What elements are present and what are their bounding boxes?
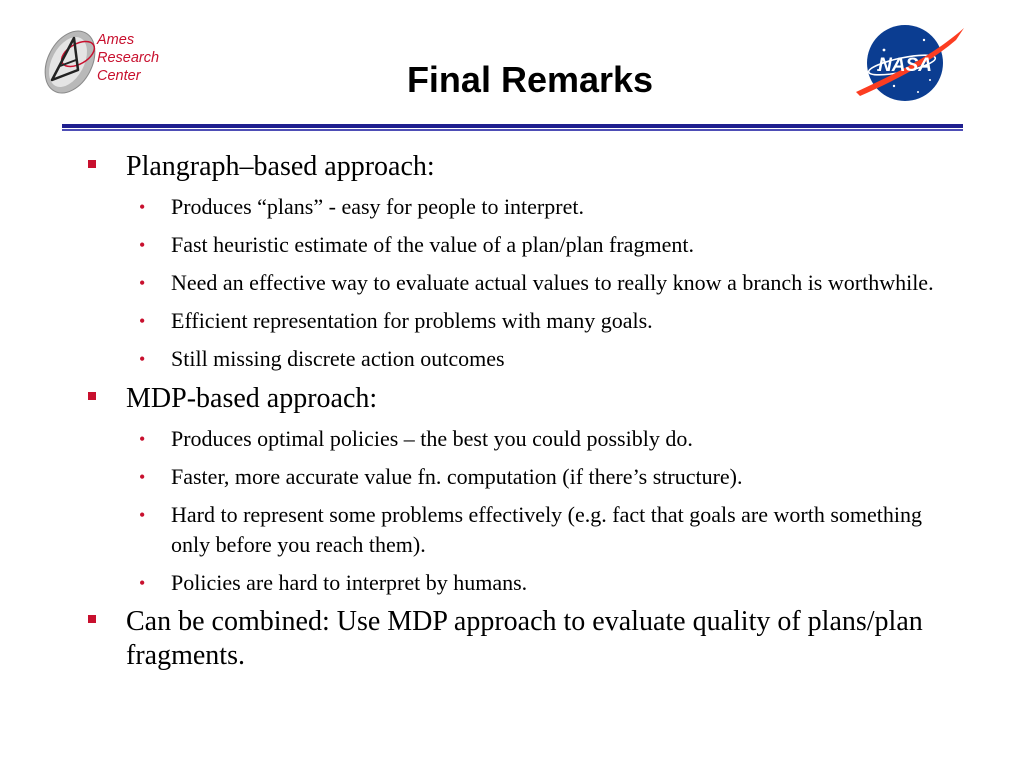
bullet-item <box>88 605 948 673</box>
header-divider <box>62 124 963 128</box>
sub-bullet-item <box>88 192 948 222</box>
sub-bullet-text: Produces optimal policies – the best you could possibly do. <box>171 426 693 451</box>
sub-bullet-item <box>88 462 948 492</box>
bullet-text: Plangraph–based approach: <box>126 151 435 182</box>
header-divider-thin <box>62 129 963 131</box>
sub-bullet-item <box>88 500 948 560</box>
slide-body <box>88 150 948 673</box>
dot-bullet-icon: • <box>139 467 146 487</box>
sub-bullet-text: Produces “plans” - easy for people to interpret. <box>171 194 584 219</box>
sub-bullet-item <box>88 268 948 298</box>
dot-bullet-icon: • <box>139 311 146 331</box>
sub-bullet-text: Hard to represent some problems effectively (e.g. fact that goals are worth something only before you reach them). <box>171 502 923 557</box>
sub-bullet-text: Faster, more accurate value fn. computation (if there’s structure). <box>171 464 743 489</box>
square-bullet-icon <box>88 615 96 623</box>
sub-bullet-text: Policies are hard to interpret by humans. <box>171 570 528 595</box>
dot-bullet-icon: • <box>139 235 146 255</box>
nasa-logo-text: NASA <box>878 55 932 76</box>
sub-bullet-text: Still missing discrete action outcomes <box>171 346 505 371</box>
sub-bullet-item <box>88 424 948 454</box>
dot-bullet-icon: • <box>139 505 146 525</box>
sub-bullet-text: Need an effective way to evaluate actual values to really know a branch is worthwhile. <box>171 270 934 295</box>
sub-bullet-text: Efficient representation for problems with many goals. <box>171 308 653 333</box>
sub-bullet-item <box>88 568 948 598</box>
ames-logo-text <box>97 31 159 85</box>
ames-logo-line: Center <box>97 68 141 84</box>
bullet-text: MDP-based approach: <box>126 383 378 414</box>
ames-logo-line: Research <box>97 50 160 66</box>
dot-bullet-icon: • <box>139 573 146 593</box>
dot-bullet-icon: • <box>139 429 146 449</box>
square-bullet-icon <box>88 392 96 400</box>
sub-bullet-item <box>88 306 948 336</box>
sub-bullet-text: Fast heuristic estimate of the value of a plan/plan fragment. <box>171 232 694 257</box>
bullet-text: Can be combined: Use MDP approach to evaluate quality of plans/plan fragments. <box>126 606 923 671</box>
square-bullet-icon <box>88 160 96 168</box>
dot-bullet-icon: • <box>139 349 146 369</box>
sub-bullet-item <box>88 344 948 374</box>
bullet-item <box>88 150 948 184</box>
slide-title: Final Remarks <box>406 59 654 100</box>
sub-bullet-item <box>88 230 948 260</box>
bullet-item <box>88 382 948 416</box>
dot-bullet-icon: • <box>139 273 146 293</box>
nasa-logo <box>850 18 968 104</box>
dot-bullet-icon: • <box>139 197 146 217</box>
ames-logo-line: Ames <box>97 32 135 48</box>
